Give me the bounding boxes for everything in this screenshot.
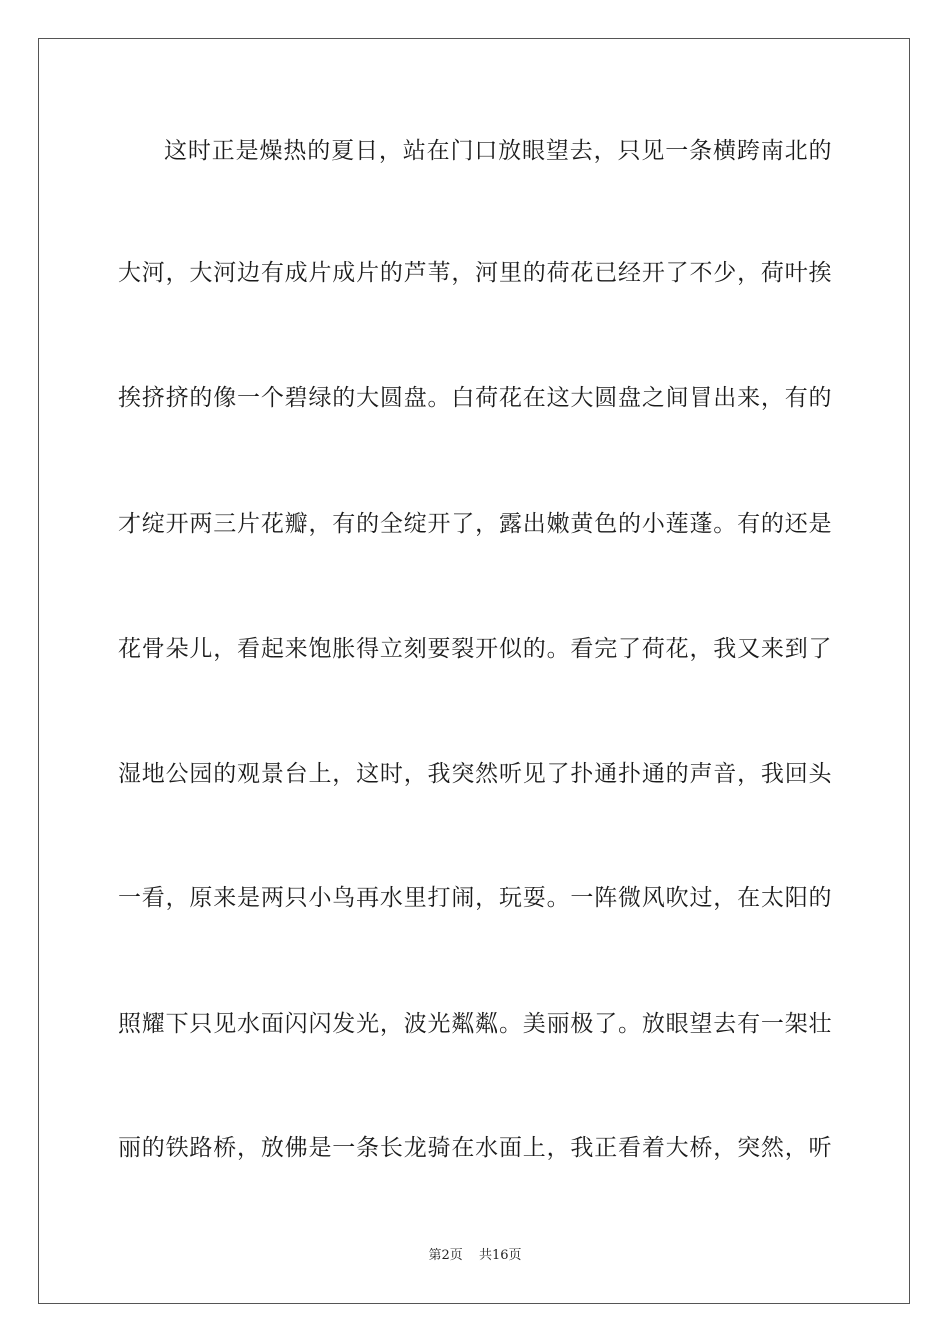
page-footer xyxy=(0,1247,950,1265)
text-line: 丽的铁路桥，放佛是一条长龙骑在水面上，我正看着大桥，突然，听 xyxy=(118,1135,832,1161)
text-line: 这时正是燥热的夏日，站在门口放眼望去，只见一条横跨南北的 xyxy=(164,138,832,164)
page-border xyxy=(38,38,910,1304)
text-line: 才绽开两三片花瓣，有的全绽开了，露出嫩黄色的小莲蓬。有的还是 xyxy=(118,511,832,537)
text-line: 照耀下只见水面闪闪发光，波光粼粼。美丽极了。放眼望去有一架壮 xyxy=(118,1011,832,1037)
page-number: 第2页 xyxy=(428,1248,463,1263)
text-line: 大河，大河边有成片成片的芦苇，河里的荷花已经开了不少，荷叶挨 xyxy=(118,260,832,286)
page-total: 共16页 xyxy=(478,1248,522,1263)
text-line: 一看，原来是两只小鸟再水里打闹，玩耍。一阵微风吹过，在太阳的 xyxy=(118,885,832,911)
text-line: 湿地公园的观景台上，这时，我突然听见了扑通扑通的声音，我回头 xyxy=(118,761,832,787)
text-line: 花骨朵儿，看起来饱胀得立刻要裂开似的。看完了荷花，我又来到了 xyxy=(118,636,832,662)
text-line: 挨挤挤的像一个碧绿的大圆盘。白荷花在这大圆盘之间冒出来，有的 xyxy=(118,385,832,411)
